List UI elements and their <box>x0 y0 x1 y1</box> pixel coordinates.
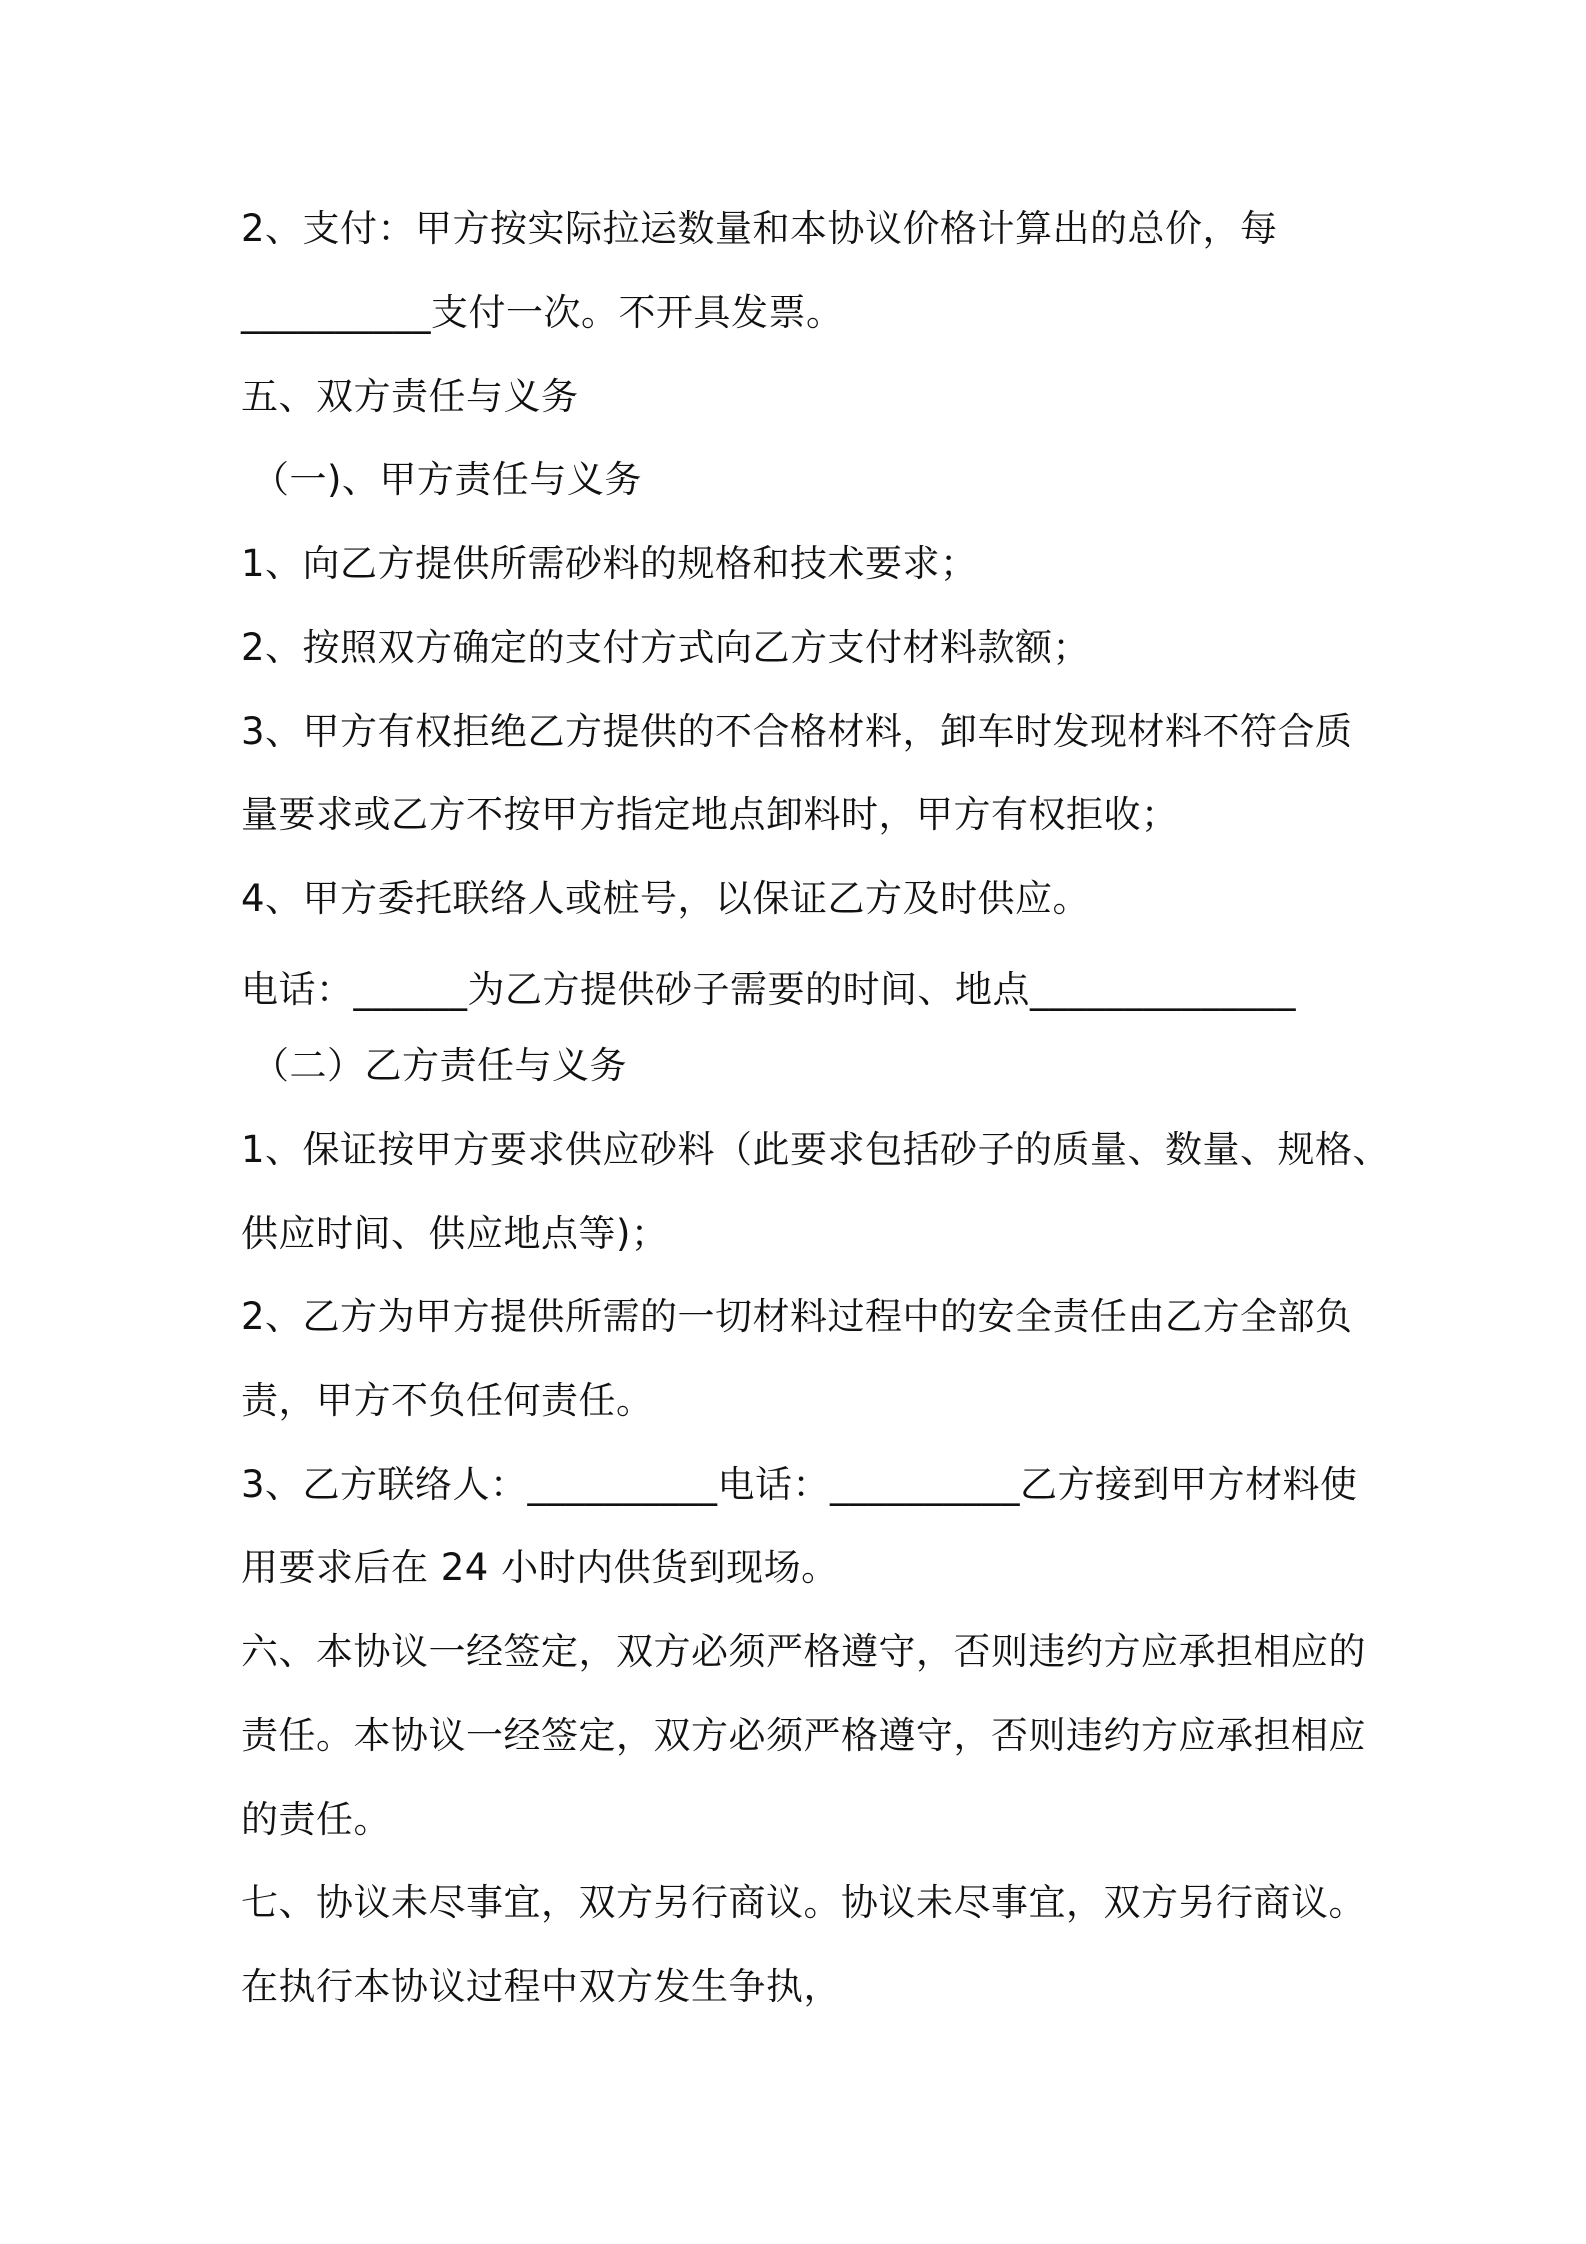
section-line-6-cont: 责任。本协议一经签定，双方必须严格遵守，否则违约方应承担相应 <box>241 1714 1366 1757</box>
section-line-7: 七、协议未尽事宜，双方另行商议。协议未尽事宜，双方另行商议。 <box>241 1881 1366 1924</box>
section-heading-5: 五、双方责任与义务 <box>241 375 579 418</box>
text-line-b2: 2、乙方为甲方提供所需的一切材料过程中的安全责任由乙方全部负 <box>241 1295 1353 1338</box>
text-line-a2: 2、按照双方确定的支付方式向乙方支付材料款额； <box>241 626 1091 669</box>
text-line-phone: 电话：______为乙方提供砂子需要的时间、地点______________ <box>241 968 1296 1011</box>
text-line-b3: 3、乙方联络人：__________电话：__________乙方接到甲方材料使 <box>241 1463 1358 1506</box>
text-line-payment: 2、支付：甲方按实际拉运数量和本协议价格计算出的总价，每 <box>241 207 1278 250</box>
section-line-6: 六、本协议一经签定，双方必须严格遵守，否则违约方应承担相应的 <box>241 1630 1366 1673</box>
text-line-b1: 1、保证按甲方要求供应砂料（此要求包括砂子的质量、数量、规格、 <box>241 1128 1391 1171</box>
text-line-a1: 1、向乙方提供所需砂料的规格和技术要求； <box>241 542 978 585</box>
subsection-heading-party-a: （一)、甲方责任与义务 <box>252 458 642 501</box>
subsection-heading-party-b: （二）乙方责任与义务 <box>252 1044 627 1087</box>
text-line-a4: 4、甲方委托联络人或桩号，以保证乙方及时供应。 <box>241 877 1091 920</box>
text-line-b3-cont: 用要求后在 24 小时内供货到现场。 <box>241 1546 839 1589</box>
section-line-6-end: 的责任。 <box>241 1798 391 1841</box>
text-line-payment-cont: __________支付一次。不开具发票。 <box>241 291 844 334</box>
text-line-b2-cont: 责，甲方不负任何责任。 <box>241 1379 654 1422</box>
text-line-b1-cont: 供应时间、供应地点等)； <box>241 1212 669 1255</box>
text-line-a3-cont: 量要求或乙方不按甲方指定地点卸料时，甲方有权拒收； <box>241 793 1179 836</box>
text-line-a3: 3、甲方有权拒绝乙方提供的不合格材料，卸车时发现材料不符合质 <box>241 710 1353 753</box>
section-line-7-cont: 在执行本协议过程中双方发生争执， <box>241 1965 841 2008</box>
